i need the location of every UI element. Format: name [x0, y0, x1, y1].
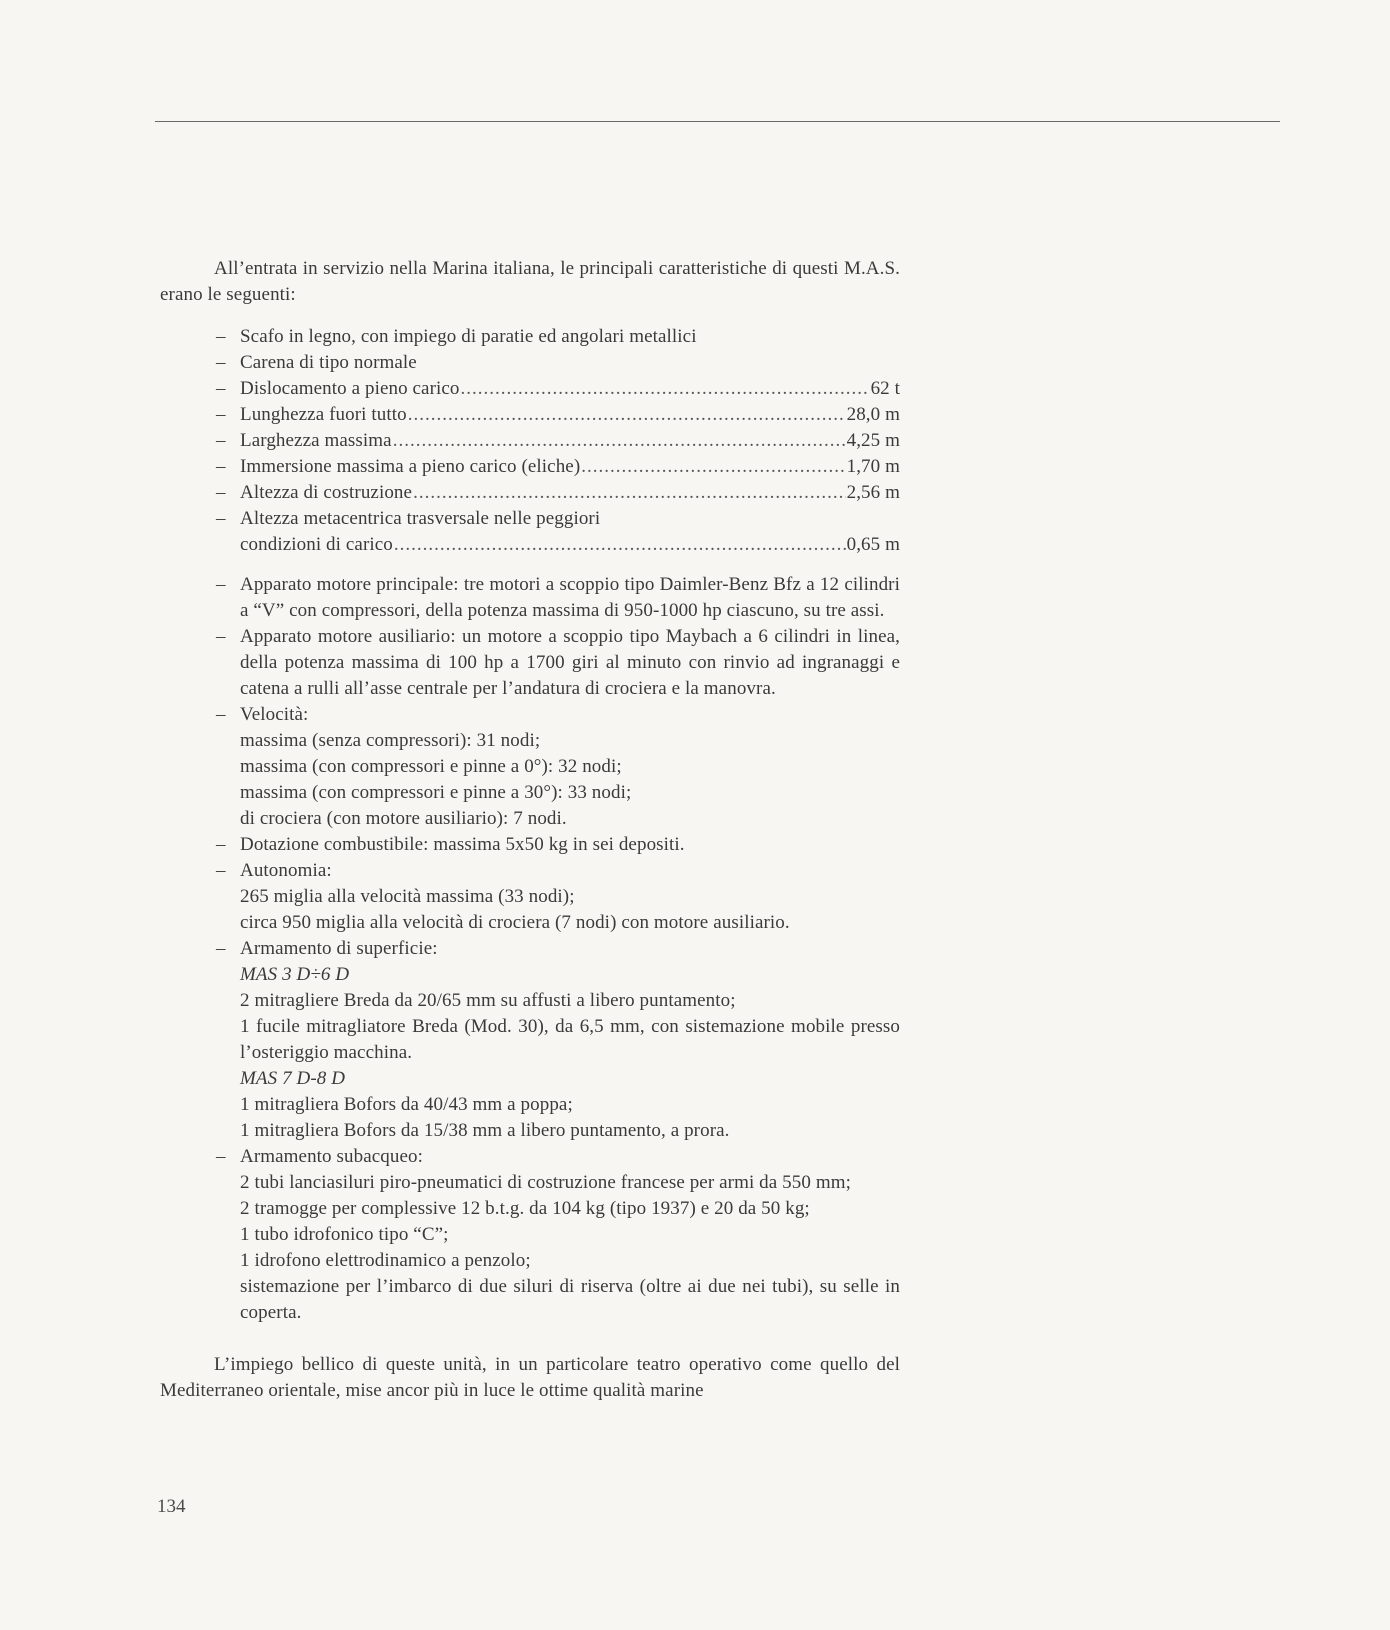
armamento-group-title: MAS 3 D÷6 D	[240, 964, 350, 985]
closing-paragraph: L’impiego bellico di queste unità, in un particolare teatro operativo come quello del Mediterraneo orientale, mise ancor più in luce le ottime qualità marine	[160, 1354, 900, 1401]
feature-motore-principale: – Apparato motore principale: tre motori a scoppio tipo Daimler-Benz Bfz a 12 cilindri a “V” con compressori, della potenza massima di 950-1000 hp ciascuno, su tre assi.	[160, 572, 900, 624]
page-number: 134	[157, 1496, 186, 1517]
feature-armamento-subacqueo: – Armamento subacqueo: 2 tubi lanciasiluri piro-pneumatici di costruzione francese per armi da 550 mm; 2 tramogge per complessive 12 b.t.g. da 104 kg (tipo 1937) e 20 da 50 kg; 1 tubo idrofonico tipo “C”; 1 idrofono elettrodinamico a penzolo; sistemazione per l’imbarco di due siluri di riserva (oltre ai due nei tubi), su selle in coperta.	[160, 1144, 900, 1326]
spec-value: 1,70 m	[846, 456, 900, 477]
features-list	[160, 572, 900, 1326]
spec-value: 0,65 m	[846, 534, 900, 555]
spec-value: 62 t	[870, 378, 900, 399]
intro-paragraph: All’entrata in servizio nella Marina italiana, le principali caratteristiche di questi M.A.S. erano le seguenti:	[160, 258, 900, 305]
spec-item: – Dislocamento a pieno carico ..... 62 t	[160, 376, 900, 402]
feature-velocita: – Velocità: massima (senza compressori): 31 nodi; massima (con compressori e pinne a 0°): 32 nodi; massima (con compressori e pinne a 30°): 33 nodi; di crociera (con motore ausiliario): 7 nodi.	[160, 702, 900, 832]
spec-item: – Carena di tipo normale	[160, 350, 900, 376]
armamento-group-title: MAS 7 D-8 D	[240, 1068, 346, 1089]
header-rule	[155, 121, 1280, 122]
spec-value: 2,56 m	[846, 482, 900, 503]
feature-autonomia: – Autonomia: 265 miglia alla velocità massima (33 nodi); circa 950 miglia alla velocità di crociera (7 nodi) con motore ausiliario.	[160, 858, 900, 936]
specs-list	[160, 324, 900, 558]
feature-motore-ausiliario: – Apparato motore ausiliario: un motore a scoppio tipo Maybach a 6 cilindri in linea, della potenza massima di 100 hp a 1700 giri al minuto con rinvio ad ingranaggi e catena a rulli all’asse centrale per l’andatura di crociera e la manovra.	[160, 624, 900, 702]
spec-item: – Scafo in legno, con impiego di paratie ed angolari metallici	[160, 324, 900, 350]
page-body	[160, 256, 900, 1404]
feature-armamento-superficie: – Armamento di superficie: MAS 3 D÷6 D 2 mitragliere Breda da 20/65 mm su affusti a libero puntamento; 1 fucile mitragliatore Breda (Mod. 30), da 6,5 mm, con sistemazione mobile presso l’osteriggio macchina. MAS 7 D-8 D 1 mitragliera Bofors da 40/43 mm a poppa; 1 mitragliera Bofors da 15/38 mm a libero puntamento, a prora.	[160, 936, 900, 1144]
spec-value: 28,0 m	[846, 404, 900, 425]
spec-value: 4,25 m	[846, 430, 900, 451]
spec-item: – Immersione massima a pieno carico (eliche) ..... 1,70 m	[160, 454, 900, 480]
spec-item: – Larghezza massima ..... 4,25 m	[160, 428, 900, 454]
feature-combustibile: – Dotazione combustibile: massima 5x50 kg in sei depositi.	[160, 832, 900, 858]
spec-item: – Lunghezza fuori tutto ..... 28,0 m	[160, 402, 900, 428]
spec-item: – Altezza metacentrica trasversale nelle peggiori condizioni di carico ..... 0,65 m	[160, 506, 900, 558]
spec-item: – Altezza di costruzione ..... 2,56 m	[160, 480, 900, 506]
